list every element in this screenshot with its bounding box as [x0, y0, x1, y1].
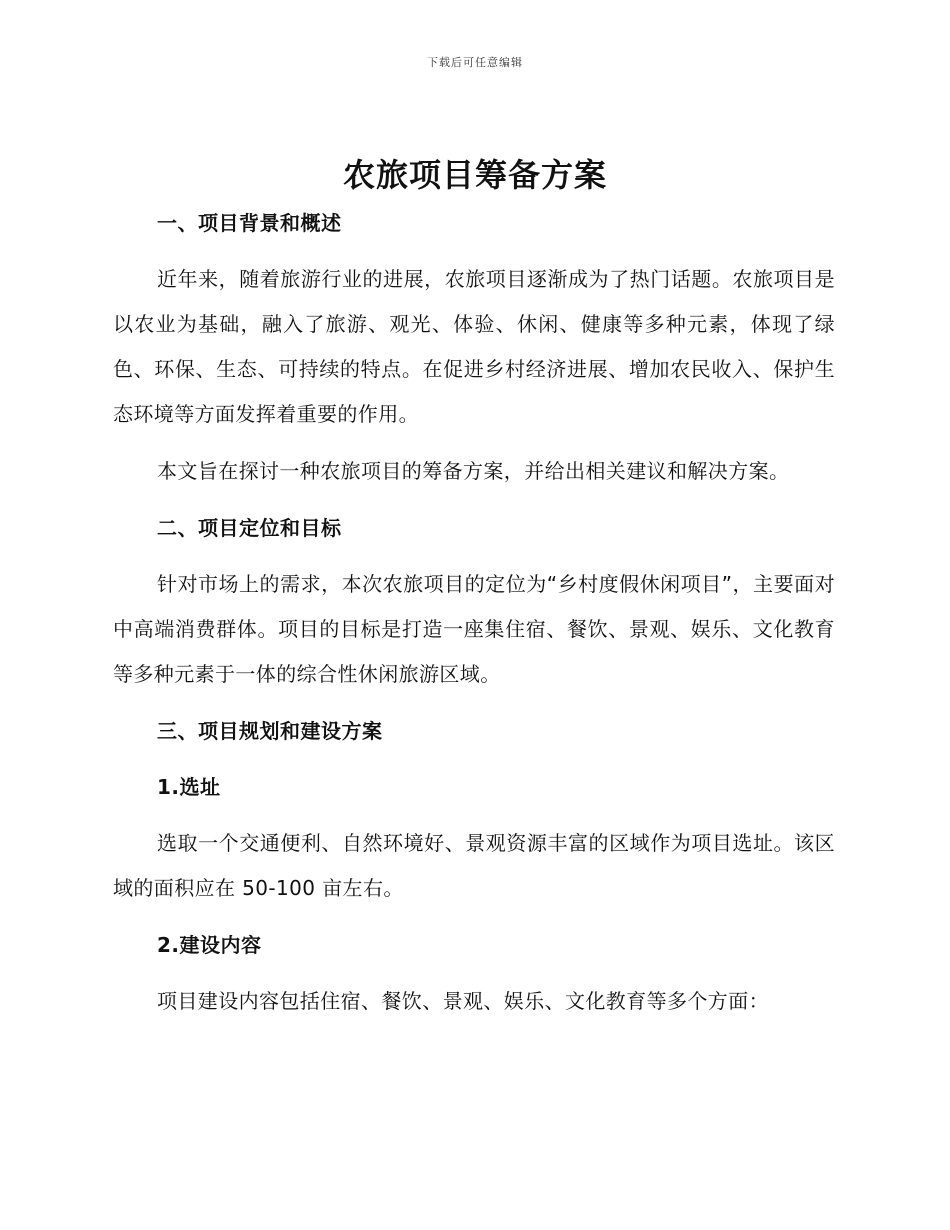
- paragraph-site: 选取一个交通便利、自然环境好、景观资源丰富的区域作为项目选址。该区域的面积应在 50-100 亩左右。: [113, 831, 835, 900]
- section-heading-positioning: 二、项目定位和目标: [157, 516, 342, 540]
- subsection-heading-construction: 2.建设内容: [157, 933, 262, 957]
- paragraph-positioning: 针对市场上的需求，本次农旅项目的定位为“乡村度假休闲项目”，主要面对中高端消费群体。项目的目标是打造一座集住宿、餐饮、景观、娱乐、文化教育等多种元素于一体的综合性休闲旅游区域。: [113, 572, 835, 686]
- subsection-heading-site: 1.选址: [157, 775, 221, 799]
- document-body: [113, 201, 835, 1024]
- section-heading-planning: 三、项目规划和建设方案: [157, 719, 383, 743]
- header-note: 下载后可任意编辑: [427, 56, 523, 69]
- paragraph-construction: 项目建设内容包括住宿、餐饮、景观、娱乐、文化教育等多个方面：: [157, 989, 769, 1013]
- paragraph-background: 近年来，随着旅游行业的进展，农旅项目逐渐成为了热门话题。农旅项目是以农业为基础，融入了旅游、观光、体验、休闲、健康等多种元素，体现了绿色、环保、生态、可持续的特点。在促进乡村经济进展、增加农民收入、保护生态环境等方面发挥着重要的作用。: [113, 267, 835, 426]
- section-heading-background: 一、项目背景和概述: [157, 211, 342, 235]
- document-title: 农旅项目筹备方案: [342, 156, 607, 194]
- paragraph-purpose: 本文旨在探讨一种农旅项目的筹备方案，并给出相关建议和解决方案。: [157, 459, 790, 483]
